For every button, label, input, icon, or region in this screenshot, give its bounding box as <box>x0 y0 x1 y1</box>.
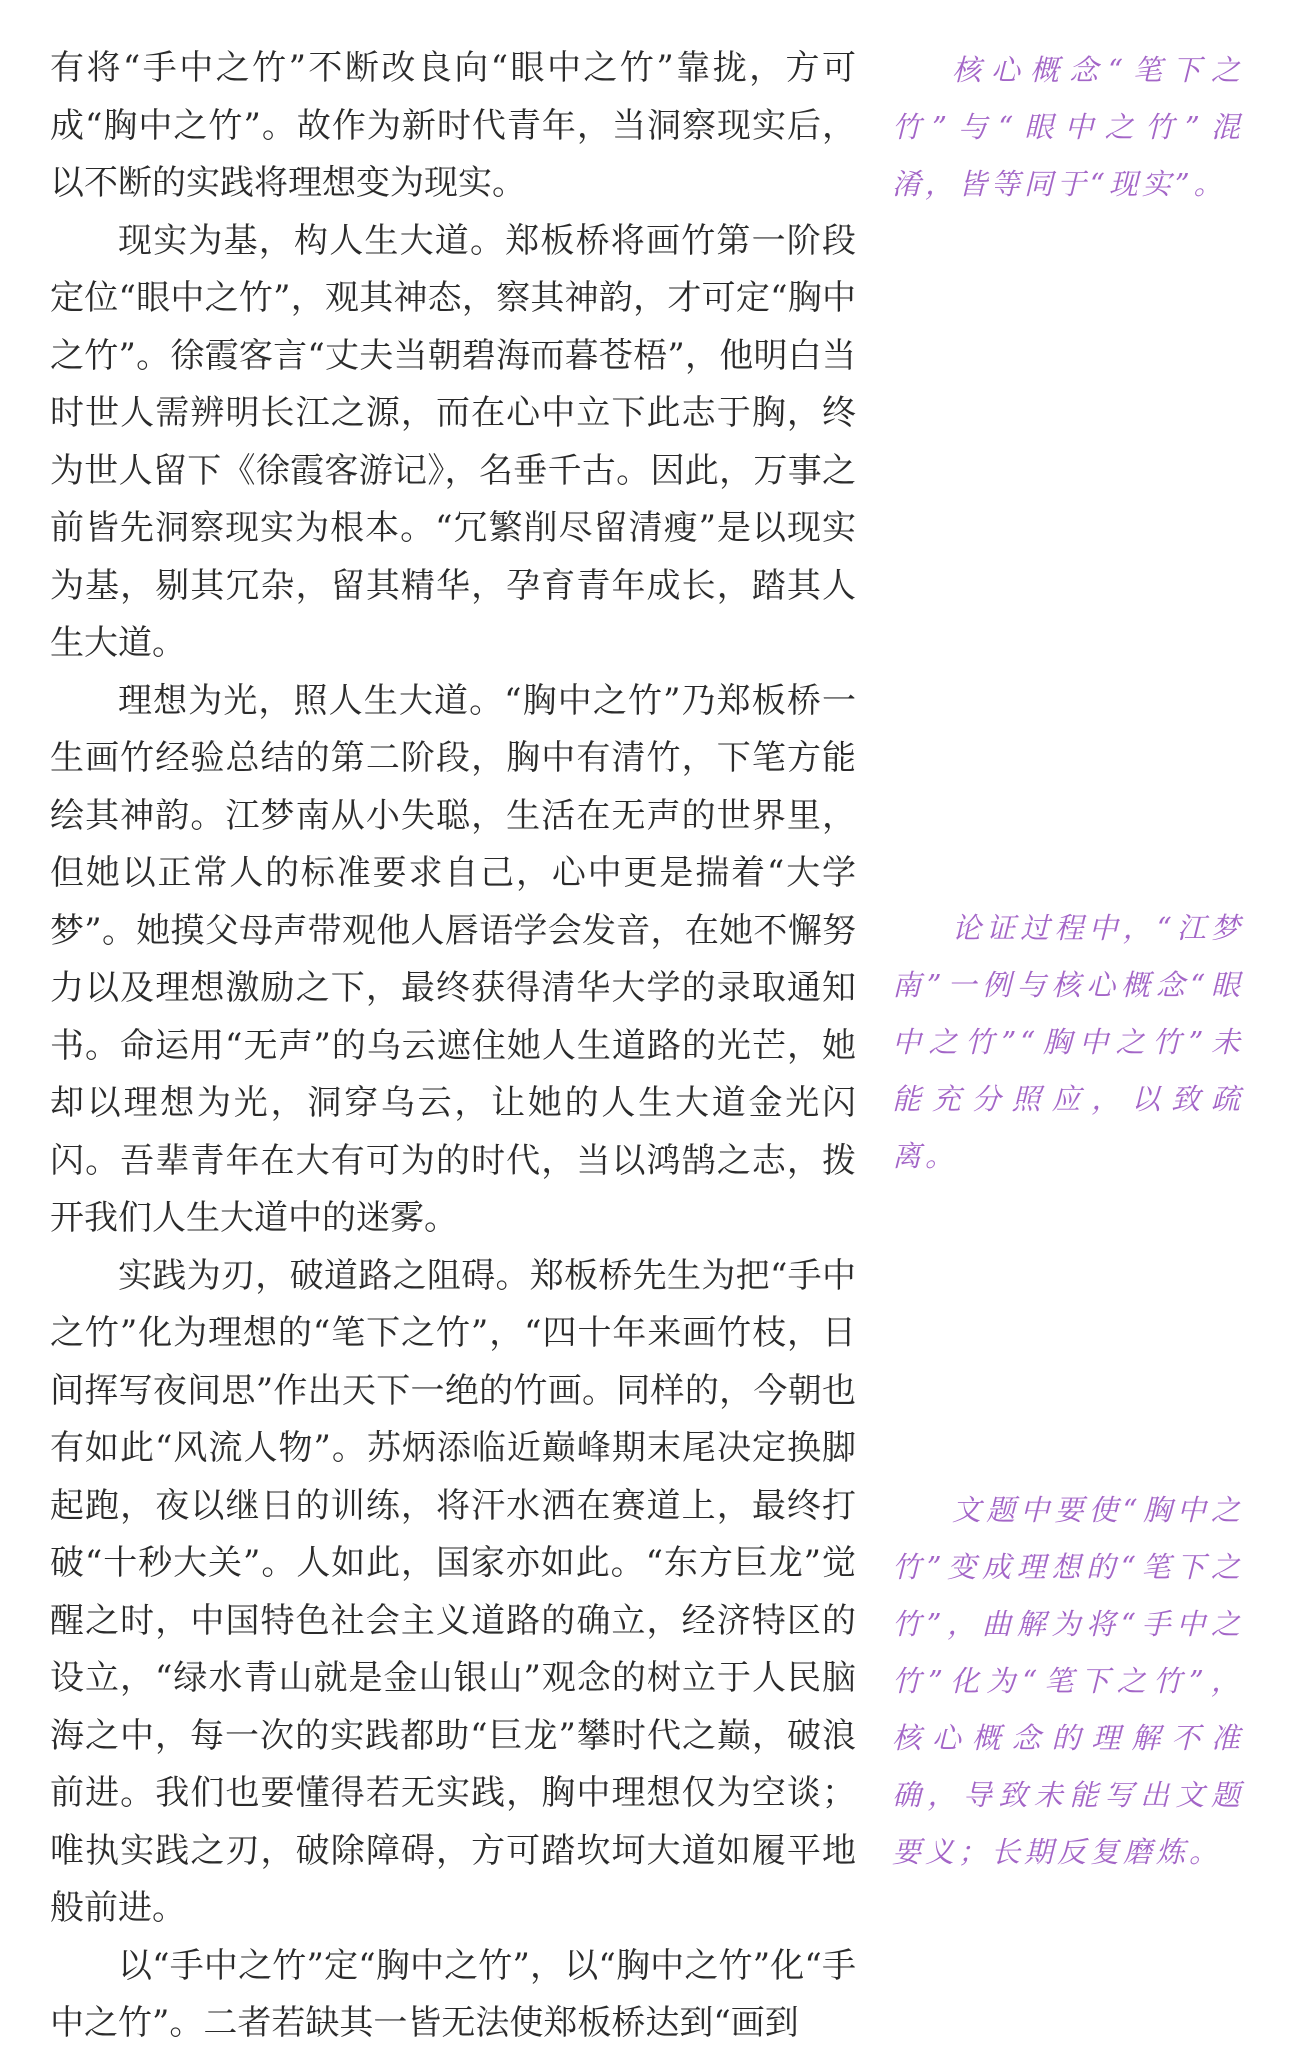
essay-body <box>50 40 856 2053</box>
essay-paragraph: 以“手中之竹”定“胸中之竹”，以“胸中之竹”化“手中之竹”。二者若缺其一皆无法使郑板桥达到“画到 <box>50 1945 856 2043</box>
essay-paragraph: 理想为光，照人生大道。“胸中之竹”乃郑板桥一生画竹经验总结的第二阶段，胸中有清竹，下笔方能绘其神韵。江梦南从小失聪，生活在无声的世界里，但她以正常人的标准要求自己，心中更是揣着“大学梦”。她摸父母声带观他人唇语学会发音，在她不懈努力以及理想激励之下，最终获得清华大学的录取通知书。命运用“无声”的乌云遮住她人生道路的光芒，她却以理想为光，洞穿乌云，让她的人生大道金光闪闪。吾辈青年在大有可为的时代，当以鸿鹄之志，拨开我们人生大道中的迷雾。 <box>50 680 856 1238</box>
margin-comment: 论证过程中，“江梦南”一例与核心概念“眼中之竹”“胸中之竹”未能充分照应，以致疏离。 <box>892 911 1244 1173</box>
essay-paragraph: 实践为刃，破道路之阻碍。郑板桥先生为把“手中之竹”化为理想的“笔下之竹”，“四十年来画竹枝，日间挥写夜间思”作出天下一绝的竹画。同样的，今朝也有如此“风流人物”。苏炳添临近巅峰期末尾决定换脚起跑，夜以继日的训练，将汗水洒在赛道上，最终打破“十秒大关”。人如此，国家亦如此。“东方巨龙”觉醒之时，中国特色社会主义道路的确立，经济特区的设立，“绿水青山就是金山银山”观念的树立于人民脑海之中，每一次的实践都助“巨龙”攀时代之巅，破浪前进。我们也要懂得若无实践，胸中理想仅为空谈；唯执实践之刃，破除障碍，方可踏坎坷大道如履平地般前进。 <box>50 1255 856 1928</box>
essay-paragraph: 现实为基，构人生大道。郑板桥将画竹第一阶段定位“眼中之竹”，观其神态，察其神韵，才可定“胸中之竹”。徐霞客言“丈夫当朝碧海而暮苍梧”，他明白当时世人需辨明长江之源，而在心中立下此志于胸，终为世人留下《徐霞客游记》，名垂千古。因此，万事之前皆先洞察现实为根本。“冗繁削尽留清瘦”是以现实为基，剔其冗杂，留其精华，孕育青年成长，踏其人生大道。 <box>50 220 856 663</box>
margin-comment: 文题中要使“胸中之竹”变成理想的“笔下之竹”，曲解为将“手中之竹”化为“笔下之竹”，核心概念的理解不准确，导致未能写出文题要义；长期反复磨炼。 <box>892 1493 1244 1869</box>
margin-comment: 核心概念“笔下之竹”与“眼中之竹”混淆，皆等同于“现实”。 <box>892 53 1244 201</box>
essay-paragraph: 有将“手中之竹”不断改良向“眼中之竹”靠拢，方可成“胸中之竹”。故作为新时代青年，当洞察现实后，以不断的实践将理想变为现实。 <box>50 48 856 203</box>
